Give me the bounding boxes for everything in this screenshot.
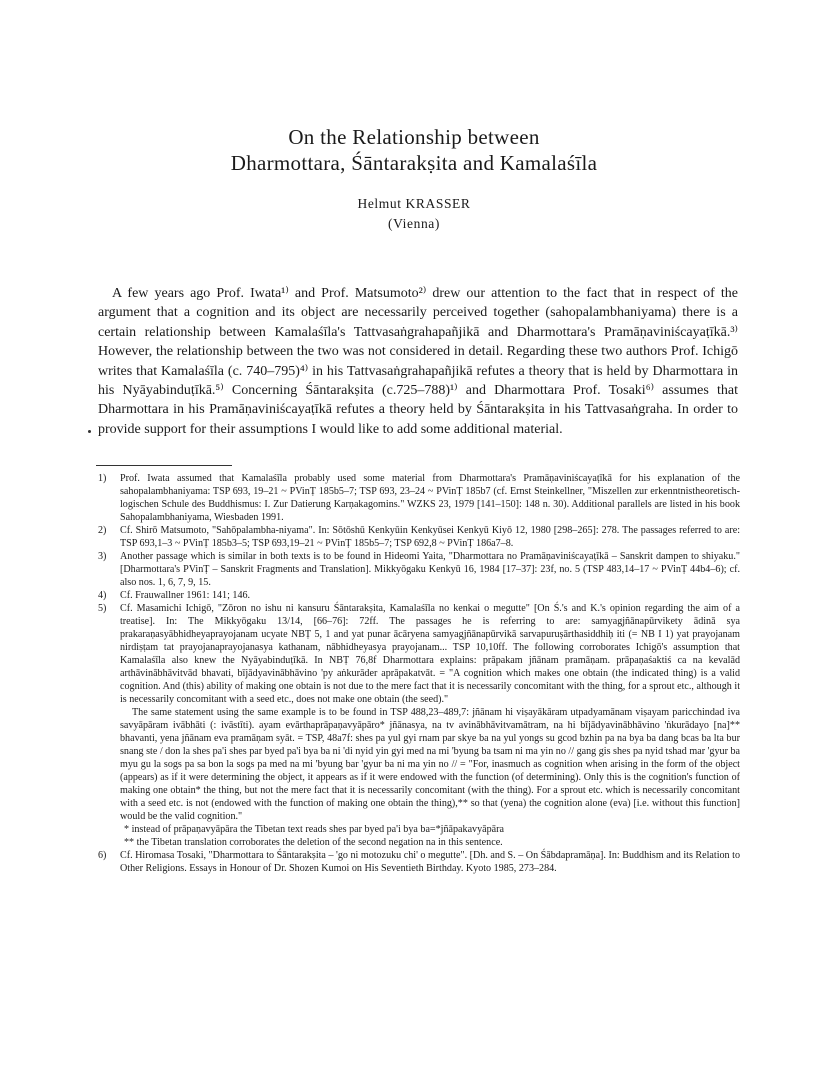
- footnote-2: [98, 524, 740, 550]
- footnote-text: Prof. Iwata assumed that Kamalaśīla probably used some material from Dharmottara's Pramāṇaviniścayaṭīkā for his explanation of the sahopalambhaniyama: TSP 693, 19–21 ~ PVinṬ 185b5–7; TSP 693, 23–24 ~ PVinṬ 185b7 (cf. Ernst Steinkellner, "Miszellen zur erkenntnistheoretisch-logischen Schule des Buddhismus: I. Zur Datierung Karṇakagomins." WZKS 23, 1979 [141–150]: 148 n. 30). Additional parallels are listed in his book Sahopalambhaniyama, Wiesbaden 1991.: [120, 473, 740, 523]
- footnote-number: 3): [98, 551, 107, 562]
- footnote-1: [98, 472, 740, 524]
- paper-title-line-2: Dharmottara, Śāntarakṣita and Kamalaśīla: [230, 151, 598, 175]
- footnote-number: 6): [98, 850, 107, 861]
- footnote-number: 4): [98, 590, 107, 601]
- footnote-3: [98, 550, 740, 589]
- footnote-5: [98, 602, 740, 706]
- footnote-text: Cf. Hiromasa Tosaki, "Dharmottara to Śāntarakṣita – 'go ni motozuku chi' o megutte". [Dh. and S. – On Śābdapramāṇa]. In: Buddhism and its Relation to Other Religions. Essays in Honour of Dr. Shozen Kumoi on His Seventieth Birthday. Kyoto 1985, 273–284.: [120, 850, 740, 874]
- footnote-number: 1): [98, 473, 107, 484]
- footnote-5-note-a: * instead of prāpaṇavyāpāra the Tibetan text reads shes par byed pa'i bya ba=*jñāpakavyāpāra: [124, 824, 504, 835]
- body-text: A few years ago Prof. Iwata¹⁾ and Prof. Matsumoto²⁾ drew our attention to the fact that in respect of the argument that a cognition and its object are necessarily perceived together (sahopalambhaniyama) there is a certain relationship between Kamalaśīla's Tattvasaṅgrahapañjikā and Dharmottara's Pramāṇaviniścayaṭīkā.³⁾ However, the relationship between the two was not considered in detail. Regarding these two authors Prof. Ichigō writes that Kamalaśīla (c. 740–795)⁴⁾ in his Tattvasaṅgrahapañjikā refutes a theory that is held by Dharmottara in his Nyāyabinduṭīkā.⁵⁾ Concerning Śāntarakṣita (c.725–788)¹⁾ and Dharmottara Prof. Tosaki⁶⁾ assumes that Dharmottara in his Pramāṇaviniścayaṭīkā refutes a theory held by Śāntarakṣita in his Tattvasaṅgraha. In order to provide support for their assumptions I would like to add some additional material.: [98, 286, 738, 437]
- footnote-6: [98, 849, 740, 875]
- paper-title-line-1: On the Relationship between: [288, 125, 540, 149]
- footnote-4: [98, 589, 740, 602]
- footnote-rule: [96, 465, 232, 466]
- author-name: Helmut KRASSER: [357, 196, 471, 211]
- author-affiliation: (Vienna): [388, 216, 440, 231]
- body-paragraph: [98, 284, 738, 439]
- footnote-text: Cf. Shirō Matsumoto, "Sahōpalambha-niyama". In: Sōtōshū Kenkyūin Kenkyūsei Kenkyū Kiyō 12, 1980 [298–265]: 278. The passages referred to are: TSP 693,1–3 ~ PVinṬ 185b3–5; TSP 693,19–21 ~ PVinṬ 185b5–7; TSP 692,8 ~ PVinṬ 186a7–8.: [120, 525, 740, 549]
- stray-mark: [88, 430, 91, 433]
- footnote-text: Another passage which is similar in both texts is to be found in Hideomi Yaita, "Dharmottara no Pramāṇaviniścayaṭīkā – Sanskrit dampen to shiyaku." [Dharmottara's PVinṬ – Sanskrit Fragments and Translation]. Mikkyōgaku Kenkyū 16, 1984 [17–37]: 23f, no. 5 (TSP 483,14–17 ~ PVinṬ 44b4–6); cf. also nos. 1, 6, 7, 9, 15.: [120, 551, 740, 588]
- footnote-number: 2): [98, 525, 107, 536]
- footnote-number: 5): [98, 603, 107, 614]
- footnotes: [98, 472, 740, 875]
- footnote-5-continuation: The same statement using the same example is to be found in TSP 488,23–489,7: jñānam hi viṣayākāram utpadyamānam viṣayam paricchindad iva savyāpāram ivābhāti (: ivāstīti). ayam evārthaprāpaṇavyāpāro* jñānasya, na tv avinābhāvitvamātram, na hi bījādyavinābhāvino 'ṅkurādayo [na]** bhavanti, yena jñānam eva pramāṇam syāt. = TSP, 48a7f: shes pa yul gyi rnam par skye ba na yul yongs su gcod bzhin pa na bya ba dang bcas ba lta bur snang ste / don la shes pa'i shes par byed pa'i bya ba ni 'di nyid yin gyi med na mi 'byung ba tsam ni ma yin no // gang gis shes pa nyid tshad mar 'gyur ba myu gu la sogs pa sa bon la sogs pa med na mi 'byung bar 'gyur ba ni ma yin no // = "For, inasmuch as cognition when arising in the form of the object (appears) as if it were determining the object, it appears as if it were endowed with the function (of determining). Only this is the cognition's function of making one obtain* the thing, but not the mere fact that it is necessarily concomitant (with the thing). For a sprout etc. which is necessarily concomitant with a seed etc. is not (endowed with the function of making one obtain the thing),** so that (yena) the cognition alone (eva) [i.e. without this function] would be the valid cognition.": [120, 707, 740, 822]
- footnote-5-note-b: ** the Tibetan translation corroborates the deletion of the second negation na in this sentence.: [124, 837, 503, 848]
- footnote-text: Cf. Frauwallner 1961: 141; 146.: [120, 590, 251, 601]
- footnote-text: Cf. Masamichi Ichigō, "Zōron no ishu ni kansuru Śāntarakṣita, Kamalaśīla no kenkai o megutte" [On Ś.'s and K.'s opinion regarding the aim of a treatise]. In: The Mikkyōgaku 13/14, [66–76]: 72ff. The passages he is referring to are: samyagjñānapūrvikety ādinā sya prakaraṇasyābhidheyaprayojanam ucyate NBṬ 5, 1 and yat punar ācāryena samyagjñānapūrvikā sarvapuruṣārthasiddhiḥ iti (= NB I 1) yat prayojanam nirdiṣṭam tat prayojanaprayojanasya kathanam, nābhidheyasya prayojanam... TSP 10,10ff. The following corroborates Ichigō's assumption that Kamalaśīla also knew the Nyāyabinduṭīkā. In NBṬ 76,8f Dharmottara explains: prāpakam jñānam pramāṇam. prāpaṇaśaktiś ca na kevalād arthāvinābhāvitvād bhavati, bījādyavinābhāvino 'py aṅkurāder aprāpakatvāt. = "A cognition which makes one obtain (the indicated thing) is a valid cognition. And (this) ability of making one obtain is not due to the mere fact that it is necessarily concomitant with the thing, for a sprout etc., although it is necessarily concomitant with a seed etc., does not make one obtain (the seed).": [120, 603, 740, 705]
